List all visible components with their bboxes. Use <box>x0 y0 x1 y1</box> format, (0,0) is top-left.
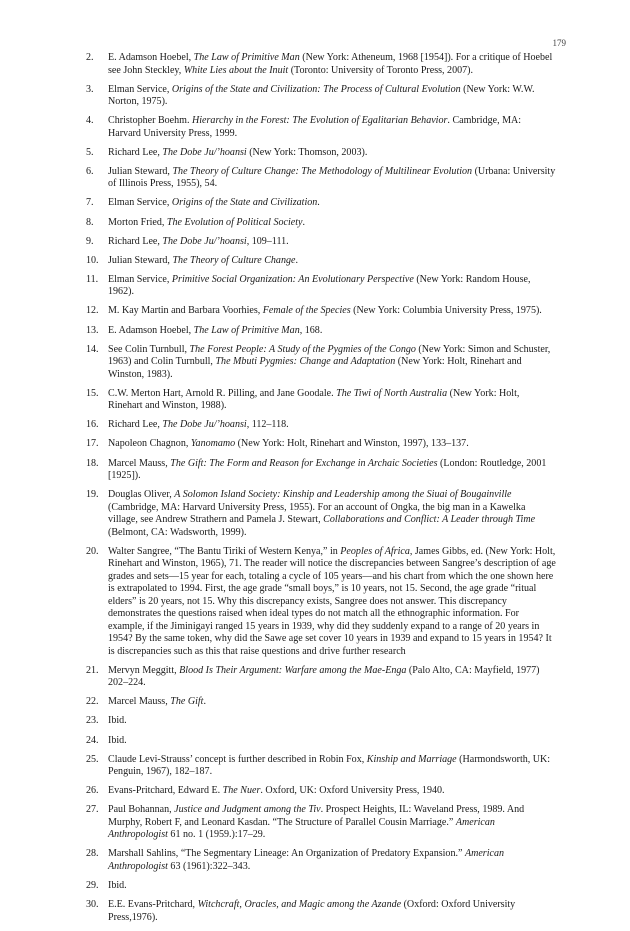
endnote-text-run: Elman Service, <box>108 197 172 209</box>
endnote-text-run: (Harmondsworth, UK: Penguin, 1967), 182–187. <box>108 753 551 778</box>
endnote-title-italic: White Lies about the Inuit <box>183 64 289 76</box>
endnote-number: 28. <box>86 848 99 860</box>
endnote-number: 10. <box>86 254 99 266</box>
endnote-number: 23. <box>86 715 99 727</box>
endnote-item <box>86 848 556 873</box>
endnote-text-run: Ibid. <box>108 715 127 727</box>
endnote-item <box>86 458 556 483</box>
endnote-number: 5. <box>86 146 94 158</box>
endnote-text-run: (Oxford: Oxford University Press,1976). <box>108 899 516 923</box>
endnote-text-run: 63 (1961):322–343. <box>167 860 251 872</box>
endnote-text <box>108 166 556 191</box>
endnote-text-run: Ibid. <box>108 734 127 746</box>
endnote-item <box>86 325 556 338</box>
endnote-text <box>108 665 556 690</box>
endnote-text-run: Elman Service, <box>108 83 172 95</box>
endnote-number: 9. <box>86 235 94 247</box>
endnote-item <box>86 785 556 798</box>
endnotes-list <box>86 52 556 931</box>
endnote-text-run: . <box>302 216 306 228</box>
endnote-text <box>108 546 556 659</box>
endnote-number: 21. <box>86 664 99 676</box>
endnote-title-italic: The Gift <box>170 696 204 708</box>
endnote-item <box>86 274 556 299</box>
endnote-title-italic: Blood Is Their Argument: Warfare among the Mae-Enga <box>179 664 407 676</box>
endnote-text-run: Elman Service, <box>108 273 172 285</box>
endnote-text-run: , 168. <box>299 324 323 336</box>
endnote-text-run: (New York: Holt, Rinehart and Winston, 1983). <box>108 356 522 380</box>
endnote-item <box>86 804 556 842</box>
endnote-item <box>86 217 556 230</box>
endnote-text-run: E.E. Evans-Pritchard, <box>108 899 198 911</box>
endnote-item <box>86 696 556 709</box>
endnote-title-italic: American Anthropologist <box>108 848 505 872</box>
endnote-number: 12. <box>86 305 99 317</box>
endnote-text-run: Claude Levi-Strauss’ concept is further described in Robin Fox, <box>108 753 367 765</box>
endnote-number: 20. <box>86 545 99 557</box>
endnote-title-italic: Yanomamo <box>190 438 236 450</box>
endnote-text-run: Marcel Mauss, <box>108 457 171 469</box>
endnote-text-run: M. Kay Martin and Barbara Voorhies, <box>108 305 263 317</box>
endnote-title-italic: The Forest People: A Study of the Pygmies of the Congo <box>189 343 416 355</box>
endnote-number: 16. <box>86 419 99 431</box>
endnote-text <box>108 880 556 893</box>
endnote-text-run: . <box>317 197 320 209</box>
endnote-text-run: Marcel Mauss, <box>108 696 171 708</box>
endnote-number: 30. <box>86 899 99 911</box>
endnote-title-italic: Collaborations and Conflict: A Leader through Time <box>323 514 536 526</box>
endnote-item <box>86 305 556 318</box>
endnote-text-run: (New York: Thomson, 2003). <box>246 146 368 158</box>
endnote-title-italic: Witchcraft, Oracles, and Magic among the Azande <box>197 899 402 911</box>
endnote-text <box>108 754 556 779</box>
endnote-title-italic: The Nuer <box>222 785 261 797</box>
endnote-number: 25. <box>86 753 99 765</box>
endnote-text <box>108 804 556 842</box>
endnote-text <box>108 419 556 432</box>
endnote-title-italic: Origins of the State and Civilization <box>171 197 318 209</box>
endnote-text-run: (Belmont, CA: Wadsworth, 1999). <box>108 526 247 538</box>
endnote-title-italic: The Law of Primitive Man <box>193 324 300 336</box>
endnote-number: 17. <box>86 438 99 450</box>
endnote-text <box>108 217 556 230</box>
endnote-title-italic: Kinship and Marriage <box>366 753 457 765</box>
endnote-title-italic: The Law of Primitive Man <box>193 52 300 63</box>
endnote-text-run: (New York: W.W. Norton, 1975). <box>108 83 535 108</box>
endnote-text <box>108 458 556 483</box>
endnote-number: 26. <box>86 785 99 797</box>
endnote-text-run: , James Gibbs, ed. (New York: Holt, Rinehart and Winston, 1965), 71. The reader will notice the discrepancies between Sangree’s description of age grades and sets—15 year for each, totaling a cycle of 105 years—and his chart from which the one shown here is extrapolated to 1994. First, the age grade “small boys,” is 10 years, not 15. Second, the age grade “ritual elders” is 20 years, not 15. Why this discrepancy exists, Sangree does not answer. This discrepancy demonstrates the questions raised when ideal types do not match all the ethnographic information. For example, if the Jiminigayi ranged 15 years in 1939, why did they suddenly expand to a range of 20 years in 1954? By the same token, why did the Sawe age set cover 10 years in 1939 and expand to 15 years in 1954? It is discrepancies such as this that raise questions and drive further research <box>108 545 556 657</box>
page-number: 179 <box>552 38 566 48</box>
endnote-number: 18. <box>86 457 99 469</box>
endnote-number: 29. <box>86 880 99 892</box>
endnote-item <box>86 197 556 210</box>
endnote-text-run: Richard Lee, <box>108 146 163 158</box>
endnote-text-run: Richard Lee, <box>108 419 163 431</box>
endnote-title-italic: Origins of the State and Civilization: The Process of Cultural Evolution <box>171 83 461 95</box>
endnote-title-italic: Hierarchy in the Forest: The Evolution of Egalitarian Behavior <box>192 115 448 127</box>
endnote-number: 6. <box>86 165 94 177</box>
endnote-item <box>86 236 556 249</box>
endnote-number: 11. <box>86 273 99 285</box>
endnote-text-run: (New York: Holt, Rinehart and Winston, 1988). <box>108 387 520 412</box>
endnote-text-run: (New York: Holt, Rinehart and Winston, 1997), 133–137. <box>235 438 469 450</box>
endnote-text-run: . <box>295 254 298 266</box>
endnote-text <box>108 305 556 318</box>
endnote-title-italic: The Theory of Culture Change: The Methodology of Multilinear Evolution <box>172 165 473 177</box>
endnote-number: 15. <box>86 387 99 399</box>
endnote-text-run: Napoleon Chagnon, <box>108 438 191 450</box>
endnote-text-run: (New York: Atheneum, 1968 [1954]). For a critique of Hoebel see John Steckley, <box>108 52 553 76</box>
endnote-item <box>86 115 556 140</box>
endnote-text-run: Marshall Sahlins, “The Segmentary Lineage: An Organization of Predatory Expansion.” <box>108 848 465 860</box>
endnote-number: 19. <box>86 489 99 501</box>
endnote-item <box>86 489 556 539</box>
endnote-item <box>86 438 556 451</box>
endnote-title-italic: Female of the Species <box>262 305 351 317</box>
endnote-title-italic: The Evolution of Political Society <box>166 216 303 228</box>
endnote-text-run: E. Adamson Hoebel, <box>108 324 194 336</box>
endnote-title-italic: The Gift: The Form and Reason for Exchange in Archaic Societies <box>170 457 438 469</box>
endnote-item <box>86 255 556 268</box>
endnote-title-italic: The Dobe Ju/’hoansi <box>162 146 247 158</box>
endnote-text-run: Julian Steward, <box>108 165 173 177</box>
endnote-item <box>86 899 556 924</box>
endnote-text-run: Evans-Pritchard, Edward E. <box>108 785 223 797</box>
endnote-text-run: Ibid. <box>108 880 127 892</box>
endnote-title-italic: Primitive Social Organization: An Evolutionary Perspective <box>171 273 414 285</box>
endnote-text <box>108 438 556 451</box>
endnote-item <box>86 166 556 191</box>
endnote-text <box>108 715 556 728</box>
endnote-title-italic: The Tiwi of North Australia <box>336 387 448 399</box>
endnote-title-italic: The Theory of Culture Change <box>172 254 296 266</box>
endnote-text-run: Mervyn Meggitt, <box>108 664 180 676</box>
endnote-item <box>86 665 556 690</box>
endnote-number: 13. <box>86 324 99 336</box>
endnote-text-run: Paul Bohannan, <box>108 804 175 816</box>
endnote-number: 3. <box>86 83 94 95</box>
endnote-item <box>86 715 556 728</box>
endnote-text-run: , 109–111. <box>246 235 289 247</box>
endnote-title-italic: A Solomon Island Society: Kinship and Leadership among the Siuai of Bougainville <box>174 489 512 501</box>
endnote-text <box>108 899 556 924</box>
endnote-number: 8. <box>86 216 94 228</box>
endnote-item <box>86 735 556 748</box>
endnote-number: 4. <box>86 115 94 127</box>
endnote-text-run: Walter Sangree, “The Bantu Tiriki of Western Kenya,” in <box>108 545 341 557</box>
endnote-text-run: (New York: Random House, 1962). <box>108 273 531 298</box>
endnote-text-run: (New York: Columbia University Press, 1975). <box>350 305 542 317</box>
endnote-text <box>108 274 556 299</box>
endnote-text-run: Douglas Oliver, <box>108 489 175 501</box>
endnote-text <box>108 696 556 709</box>
endnote-text <box>108 489 556 539</box>
endnote-number: 14. <box>86 343 99 355</box>
endnote-text-run: . Oxford, UK: Oxford University Press, 1940. <box>260 785 445 797</box>
endnote-text-run: (New York: Simon and Schuster, 1963) and Colin Turnbull, <box>108 343 551 368</box>
endnote-text-run: , 112–118. <box>246 419 289 431</box>
endnote-text <box>108 848 556 873</box>
endnote-text-run: . Cambridge, MA: Harvard University Press, 1999. <box>108 115 522 139</box>
endnote-item <box>86 344 556 382</box>
endnote-text-run: Julian Steward, <box>108 254 173 266</box>
endnote-text <box>108 344 556 382</box>
endnote-item <box>86 754 556 779</box>
endnote-text-run: (Urbana: University of Illinois Press, 1955), 54. <box>108 165 556 190</box>
endnote-text-run: (London: Routledge, 2001 [1925]). <box>108 457 547 481</box>
endnote-text-run: Morton Fried, <box>108 216 167 228</box>
endnote-text <box>108 84 556 109</box>
endnote-text-run: (Toronto: University of Toronto Press, 2007). <box>288 64 474 76</box>
endnote-item <box>86 52 556 77</box>
endnote-item <box>86 880 556 893</box>
endnote-item <box>86 388 556 413</box>
endnote-text-run: Richard Lee, <box>108 235 163 247</box>
endnote-number: 7. <box>86 197 94 209</box>
endnote-text-run: See Colin Turnbull, <box>108 343 190 355</box>
endnote-text <box>108 735 556 748</box>
endnote-text <box>108 785 556 798</box>
endnote-number: 27. <box>86 804 99 816</box>
endnote-title-italic: Peoples of Africa <box>340 545 410 557</box>
endnote-number: 22. <box>86 696 99 708</box>
endnote-text <box>108 197 556 210</box>
endnote-item <box>86 147 556 160</box>
endnote-title-italic: American Anthropologist <box>108 816 495 841</box>
endnote-text <box>108 325 556 338</box>
endnote-title-italic: The Mbuti Pygmies: Change and Adaptation <box>215 356 396 368</box>
endnote-text <box>108 52 556 77</box>
endnote-text-run: C.W. Merton Hart, Arnold R. Pilling, and Jane Goodale. <box>108 387 337 399</box>
endnote-text-run: (Palo Alto, CA: Mayfield, 1977) 202–224. <box>108 664 540 689</box>
endnote-title-italic: The Dobe Ju/’hoansi <box>162 235 247 247</box>
endnote-title-italic: The Dobe Ju/’hoansi <box>162 419 247 431</box>
endnote-text <box>108 388 556 413</box>
endnote-item <box>86 419 556 432</box>
endnote-text-run: Christopher Boehm. <box>108 115 192 127</box>
endnote-item <box>86 84 556 109</box>
endnote-text-run: (Cambridge, MA: Harvard University Press, 1955). For an account of Ongka, the big man in a Kawelka village, see Andrew Strathern and Pamela J. Stewart, <box>108 501 526 526</box>
endnote-text-run: . <box>203 696 206 708</box>
endnote-number: 24. <box>86 734 99 746</box>
endnote-text-run: . Prospect Heights, IL: Waveland Press, 1989. And Murphy, Robert F, and Leonard Kasdan. “The Structure of Parallel Cousin Marriage.” <box>108 804 525 828</box>
endnote-text-run: 61 no. 1 (1959.):17–29. <box>167 829 266 841</box>
endnote-item <box>86 546 556 659</box>
endnote-number: 2. <box>86 52 94 63</box>
endnote-text <box>108 115 556 140</box>
endnote-title-italic: Justice and Judgment among the Tiv <box>174 804 321 816</box>
endnote-text-run: E. Adamson Hoebel, <box>108 52 194 63</box>
endnote-text <box>108 255 556 268</box>
endnote-text <box>108 147 556 160</box>
endnote-text <box>108 236 556 249</box>
